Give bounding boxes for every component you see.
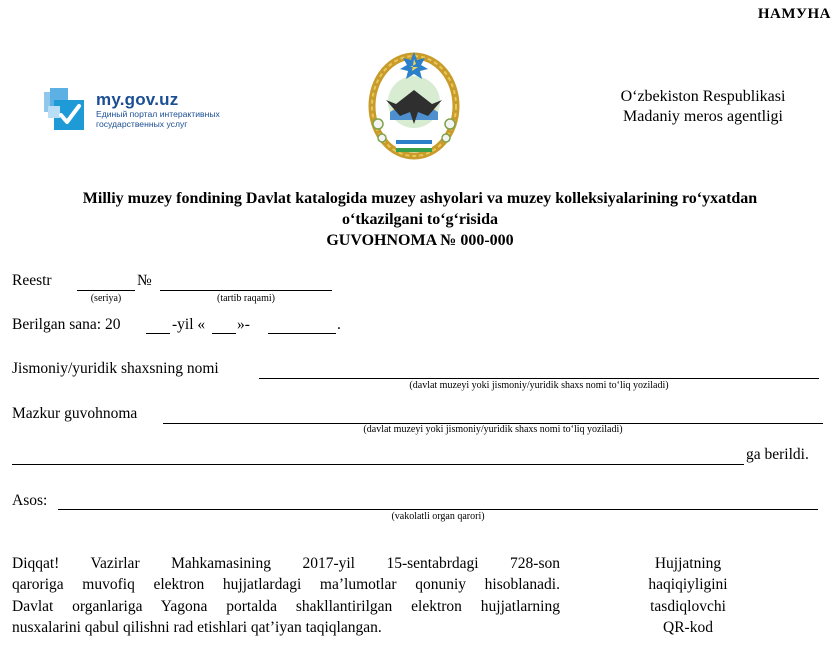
qr-line-2: haqiqiyligini <box>648 576 728 594</box>
agency-name <box>598 87 808 127</box>
notice-line-2: qaroriga muvofiq elektron hujjatlardagi ma’lumotlar qonuniy hisoblanadi. <box>12 576 560 594</box>
notice-line-1: Diqqat! Vazirlar Mahkamasining 2017-yil 15-sentabrdagi 728-son <box>12 555 560 572</box>
name-field[interactable] <box>259 378 819 379</box>
date-label: Berilgan sana: 20 <box>12 316 121 333</box>
legal-notice <box>12 553 560 638</box>
name-label: Jismoniy/yuridik shaxsning nomi <box>12 360 219 377</box>
seriya-hint: (seriya) <box>90 293 122 304</box>
date-day-field[interactable] <box>212 333 236 334</box>
issued-label: Mazkur guvohnoma <box>12 405 138 422</box>
qr-line-3: tasdiqlovchi <box>650 597 726 615</box>
issued-hint: (davlat muzeyi yoki jismoniy/yuridik shaxs nomi to‘liq yoziladi) <box>363 424 623 435</box>
tartib-raqami-field[interactable] <box>160 290 332 291</box>
notice-line-3: Davlat organlariga Yagona portalda shakllantirilgan elektron hujjatlarning <box>12 597 560 615</box>
my-gov-uz-logo[interactable] <box>44 86 254 136</box>
title-line-1: Milliy muzey fondining Davlat katalogida muzey ashyolari va muzey kolleksiyalarining ro‘yxatdan <box>82 190 758 207</box>
seriya-field[interactable] <box>77 290 135 291</box>
qr-code-caption[interactable] <box>628 553 748 638</box>
agency-line-2: Madaniy meros agentligi <box>623 108 783 125</box>
date-year-field[interactable] <box>146 333 170 334</box>
sample-label: НАМУНА <box>757 6 831 22</box>
tartib-hint: (tartib raqami) <box>216 293 276 304</box>
issued-to-field-continued[interactable] <box>12 464 744 465</box>
agency-line-1: O‘zbekiston Respublikasi <box>620 88 786 105</box>
notice-line-4: nusxalarini qabul qilishni rad etishlari qat’iyan taqiqlangan. <box>12 618 382 636</box>
basis-hint: (vakolatli organ qarori) <box>391 511 485 522</box>
title-line-3: GUVOHNOMA № 000-000 <box>326 232 514 249</box>
portal-checkmark-icon <box>44 86 92 134</box>
uzbekistan-coat-of-arms-icon <box>366 46 462 162</box>
qr-line-4: QR-kod <box>663 618 713 636</box>
reestr-label: Reestr <box>12 272 52 289</box>
date-month-field[interactable] <box>268 333 336 334</box>
title-line-2: o‘tkazilgani to‘g‘risida <box>342 211 498 228</box>
number-sign: № <box>137 272 152 289</box>
qr-line-1: Hujjatning <box>654 555 722 572</box>
logo-title: my.gov.uz <box>96 90 179 109</box>
issued-suffix: ga berildi. <box>746 446 809 463</box>
document-title <box>20 188 820 251</box>
basis-label: Asos: <box>12 492 48 509</box>
date-year-suffix: -yil « <box>172 316 206 333</box>
name-hint: (davlat muzeyi yoki jismoniy/yuridik shaxs nomi to‘liq yoziladi) <box>409 380 669 391</box>
date-close: »- <box>237 316 250 333</box>
basis-field[interactable] <box>58 509 818 510</box>
date-end: . <box>337 316 341 333</box>
logo-subtitle: Единый портал интерактивных государственных услуг <box>96 109 220 129</box>
